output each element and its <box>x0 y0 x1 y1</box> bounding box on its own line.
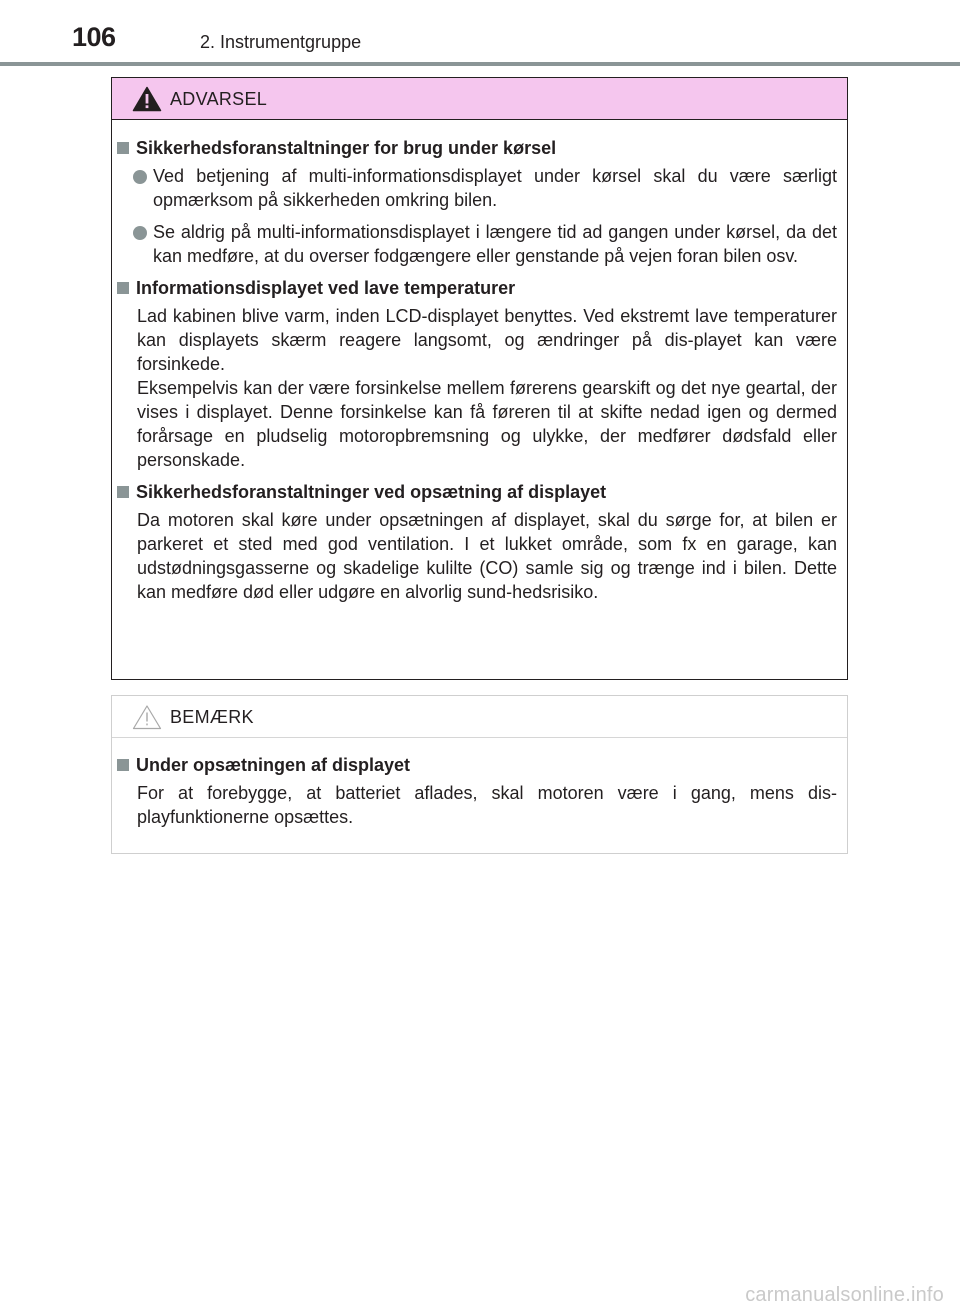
warning-box-label: ADVARSEL <box>170 89 268 109</box>
warning-box <box>111 77 848 680</box>
square-bullet-icon <box>117 142 129 154</box>
warning-section <box>116 276 837 472</box>
square-bullet-icon <box>117 759 129 771</box>
square-bullet-icon <box>117 282 129 294</box>
paragraph <box>116 304 837 472</box>
round-bullet-icon <box>133 170 147 184</box>
section-heading-text: Informationsdisplayet ved lave temperaturer <box>136 278 516 298</box>
notice-box <box>111 695 848 854</box>
section-heading-text: Under opsætningen af displayet <box>136 755 411 775</box>
page-number: 106 <box>72 22 116 52</box>
warning-section <box>116 136 837 268</box>
notice-triangle-outline-icon <box>132 704 162 730</box>
round-bullet-icon <box>133 226 147 240</box>
paragraph-text: Da motoren skal køre under opsætningen af displayet, skal du sørge for, at bilen er parkeret et sted med god ventilation. I et lukket område, som fx en garage, kan udstødningsgasserne og skadelige kulilte (CO) samle sig og trænge ind i bilen. Dette kan medføre død eller udgøre en alvorlig sund-hedsrisiko. <box>137 510 837 602</box>
notice-box-label: BEMÆRK <box>170 707 254 727</box>
notice-box-body <box>112 753 847 837</box>
section-heading <box>116 753 837 778</box>
bullet-item <box>116 220 837 268</box>
warning-section <box>116 480 837 604</box>
bullet-text: Se aldrig på multi-informationsdisplayet i længere tid ad gangen under kørsel, da det kan medføre, at du overser fodgængere eller genstande på vejen foran bilen osv. <box>153 222 837 266</box>
section-heading <box>116 480 837 505</box>
warning-box-header <box>112 78 847 120</box>
watermark: carmanualsonline.info <box>745 1284 944 1306</box>
warning-box-body <box>112 136 847 612</box>
section-heading <box>116 276 837 301</box>
bullet-item <box>116 164 837 212</box>
notice-section <box>116 753 837 829</box>
paragraph-text: Eksempelvis kan der være forsinkelse mellem førerens gearskift og det nye geartal, der vises i displayet. Denne forsinkelse kan få føreren til at skifte nedad igen og dermed forårsage en pludselig motoropbremsning og ulykke, der medfører dødsfald eller personskade. <box>137 378 837 470</box>
square-bullet-icon <box>117 486 129 498</box>
section-heading-text: Sikkerhedsforanstaltninger for brug under kørsel <box>136 138 557 158</box>
notice-box-header <box>112 696 847 738</box>
paragraph-text: For at forebygge, at batteriet aflades, skal motoren være i gang, mens dis-playfunktionerne opsættes. <box>137 783 837 827</box>
bullet-text: Ved betjening af multi-informationsdisplayet under kørsel skal du være særligt opmærksom på sikkerheden omkring bilen. <box>153 166 837 210</box>
section-heading <box>116 136 837 161</box>
chapter-title: 2. Instrumentgruppe <box>200 32 362 52</box>
paragraph <box>116 781 837 829</box>
paragraph <box>116 508 837 604</box>
header-rule <box>0 62 960 66</box>
paragraph-text: Lad kabinen blive varm, inden LCD-displayet benyttes. Ved ekstremt lave temperaturer kan displayets skærm reagere langsomt, og ændringer på dis-playet kan være forsinkede. <box>137 306 837 374</box>
warning-triangle-icon <box>132 86 162 112</box>
section-heading-text: Sikkerhedsforanstaltninger ved opsætning af displayet <box>136 482 607 502</box>
